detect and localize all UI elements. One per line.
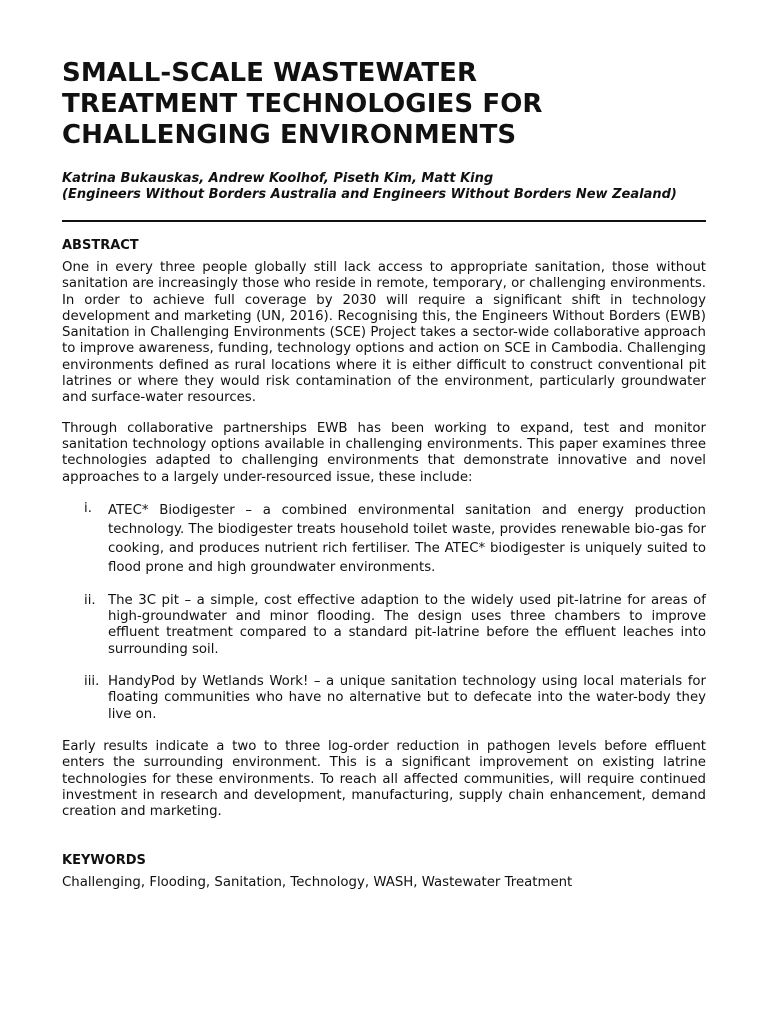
list-marker: iii.: [84, 674, 100, 690]
abstract-paragraph-2: Through collaborative partnerships EWB has been working to expand, test and monitor sanitation technology options available in challenging environments. This paper examines three technologies adapted to challenging environments that demonstrate innovative and novel approaches to a largely under-resourced issue, these include:: [62, 420, 706, 485]
abstract-heading: ABSTRACT: [62, 238, 139, 253]
author-list: Katrina Bukauskas, Andrew Koolhof, Piseth Kim, Matt King: [62, 171, 494, 186]
list-marker: i.: [84, 500, 92, 516]
author-affiliation: (Engineers Without Borders Australia and Engineers Without Borders New Zealand): [62, 187, 677, 202]
list-item: [62, 674, 706, 723]
list-marker: ii.: [84, 592, 96, 608]
list-item-text: ATEC* Biodigester – a combined environmental sanitation and energy production technology. The biodigester treats household toilet waste, provides renewable bio-gas for cooking, and produces nutrient rich fertiliser. The ATEC* biodigester is uniquely suited to flood prone and high groundwater environments.: [108, 502, 706, 575]
abstract-paragraph-1: One in every three people globally still lack access to appropriate sanitation, those without sanitation are increasingly those who reside in remote, temporary, or challenging environments. In order to achieve full coverage by 2030 will require a significant shift in technology development and marketing (UN, 2016). Recognising this, the Engineers Without Borders (EWB) Sanitation in Challenging Environments (SCE) Project takes a sector-wide collaborative approach to improve awareness, funding, technology options and action on SCE in Cambodia. Challenging environments defined as rural locations where it is either difficult to construct conventional pit latrines or where they would risk contamination of the environment, particularly groundwater and surface-water resources.: [62, 260, 706, 406]
list-item: [62, 501, 706, 577]
list-item-text: The 3C pit – a simple, cost effective adaption to the widely used pit-latrine for areas of high-groundwater and minor flooding. The design uses three chambers to improve effluent treatment compared to a standard pit-latrine before the effluent leaches into surrounding soil.: [108, 592, 706, 657]
title-line-2: TREATMENT TECHNOLOGIES FOR: [62, 89, 543, 119]
technology-list: [62, 501, 706, 723]
abstract-paragraph-3: Early results indicate a two to three log-order reduction in pathogen levels before effluent enters the surrounding environment. This is a significant improvement on existing latrine technologies for these environments. To reach all affected communities, will require continued investment in research and development, manufacturing, supply chain enhancement, demand creation and marketing.: [62, 738, 706, 820]
title-line-1: SMALL-SCALE WASTEWATER: [62, 58, 478, 88]
header-divider: [62, 220, 706, 222]
keywords-heading: KEYWORDS: [62, 853, 146, 869]
list-item-text: HandyPod by Wetlands Work! – a unique sanitation technology using local materials for floating communities who have no alternative but to defecate into the water-body they live on.: [108, 674, 706, 722]
list-item: [62, 593, 706, 658]
paper-title: [62, 58, 706, 151]
title-line-3: CHALLENGING ENVIRONMENTS: [62, 120, 517, 150]
keywords-text: Challenging, Flooding, Sanitation, Technology, WASH, Wastewater Treatment: [62, 875, 573, 891]
